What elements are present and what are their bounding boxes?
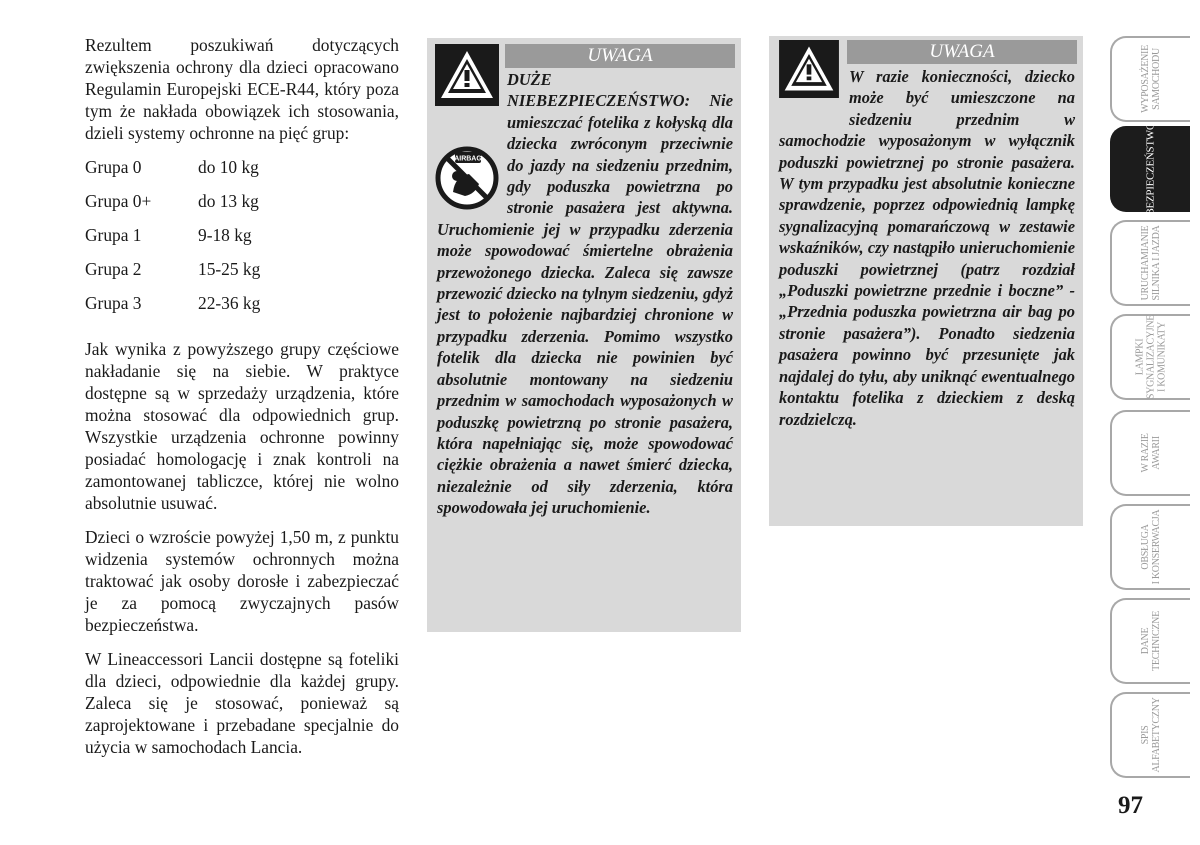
group-name: Grupa 3 — [85, 293, 142, 313]
tab-w-razie-awarii[interactable] — [1110, 410, 1190, 496]
warning-title: UWAGA — [505, 44, 735, 68]
warning-text: DUŻE NIEBEZPIECZEŃSTWO: Nie umieszczać fotelika z kołyską dla dziecka zwróconym przeciwnie do jazdy na siedzeniu przednim, gdy poduszka powietrzna po stronie pasażera jest aktywna. Uruchomienie jej w przypadku zderzenia może spowodować śmiertelne obrażenia przewożonego dziecka. Zaleca się zawsze przewozić dziecko na tylnym siedzeniu, gdyż jest to położenie najbardziej chronione w przypadku zderzenia. Pomimo wszystko fotelik dla dziecka nie powinien być absolutnie montowany na siedzeniu przednim w samochodach wyposażonych w poduszkę powietrzną po stronie pasażera, która napełniając się, może spowodować ciężkie obrażenia a nawet śmierć dziecka, niezależnie od siły zderzenia, która spowodowała jej uruchomienie. — [437, 70, 733, 518]
warning-text-container — [779, 66, 1075, 430]
tab-label: W RAZIE AWARII — [1140, 433, 1162, 473]
tab-label: BEZPIECZEŃSTWO — [1144, 122, 1157, 216]
tab-bezpieczenstwo[interactable] — [1110, 122, 1190, 216]
tab-dane-techniczne[interactable] — [1110, 598, 1190, 684]
tab-obsluga-i-konserwacja[interactable] — [1110, 504, 1190, 590]
tab-label: DANE TECHNICZNE — [1140, 611, 1162, 671]
group-name: Grupa 1 — [85, 225, 142, 245]
chapter-tab-bar — [1110, 36, 1200, 784]
group-weight: 15-25 kg — [198, 259, 261, 279]
warning-box-passenger-seat — [769, 36, 1083, 526]
warning-box-airbag — [427, 38, 741, 632]
adult-belts-paragraph: Dzieci o wzroście powyżej 1,50 m, z punktu widzenia systemów ochronnych można traktować jak osoby dorosłe i zabezpieczać je za pomocą zwyczajnych pasów bezpieczeństwa. — [85, 527, 399, 635]
group-weight: do 10 kg — [198, 157, 259, 177]
warning-text-container — [437, 69, 733, 519]
warning-text: W razie konieczności, dziecko może być umieszczone na siedzeniu przednim w samochodzie wyposażonym w wyłącznik poduszki powietrznej po stronie pasażera. W tym przypadku jest absolutnie konieczne sprawdzenie, poprzez odpowiednią lampkę sygnalizacyjną pomarańczową w zestawie wskaźników, czy nastąpiło unieruchomienie poduszki powietrznej (patrz rozdział „Poduszki powietrzne przednie i boczne” - „Przednia poduszka powietrzna air bag po stronie pasażera”). Ponadto siedzenia pasażera powinno być przesunięte jak najdalej do tyłu, aby uniknąć ewentualnego kontaktu fotelika z dzieckiem z deską rozdzielczą. — [779, 67, 1075, 429]
tab-spis-alfabetyczny[interactable] — [1110, 692, 1190, 778]
page-number: 97 — [1118, 792, 1143, 819]
group-row — [85, 258, 399, 292]
group-name: Grupa 0+ — [85, 191, 152, 211]
group-weight: do 13 kg — [198, 191, 259, 211]
lineaccessori-paragraph: W Lineaccessori Lancii dostępne są foteliki dla dzieci, odpowiednie dla każdej grupy. Zaleca się je stosować, ponieważ są zaprojektowane i przebadane specjalnie do użycia w samochodach Lancia. — [85, 649, 399, 757]
main-text-column — [85, 34, 399, 770]
tab-uruchamianie-silnika[interactable] — [1110, 220, 1190, 306]
group-row — [85, 292, 399, 326]
intro-paragraph: Rezultem poszukiwań dotyczących zwiększenia ochrony dla dzieci opracowano Regulamin Europejski ECE-R44, który poza tym że nakłada obowiązek ich stosowania, dzieli systemy ochronne na pięć grup: — [85, 35, 399, 143]
tab-lampki-sygnalizacyjne[interactable] — [1110, 314, 1190, 400]
tab-label: URUCHAMIANIE SILNIKA I JAZDA — [1140, 225, 1162, 301]
tab-label: LAMPKI SYGNALIZACYJNE I KOMUNIKATY — [1134, 314, 1168, 400]
tab-label: WYPOSAŻENIE SAMOCHODU — [1140, 45, 1162, 113]
group-name: Grupa 2 — [85, 259, 142, 279]
tab-label: OBSŁUGA I KONSERWACJA — [1140, 509, 1162, 585]
group-row — [85, 190, 399, 224]
tab-wyposazenie-samochodu[interactable] — [1110, 36, 1190, 122]
group-row — [85, 156, 399, 190]
groups-table — [85, 156, 399, 326]
group-weight: 22-36 kg — [198, 293, 261, 313]
airbag-label: AIRBAG — [454, 155, 482, 163]
group-weight: 9-18 kg — [198, 225, 252, 245]
group-row — [85, 224, 399, 258]
groups-overlap-paragraph: Jak wynika z powyższego grupy częściowe nakładanie się na siebie. W praktyce dostępne są w sprzedaży urządzenia, które można stosować dla odpowiednich grup. Wszystkie urządzenia ochronne powinny posiadać homologację i znak kontroli na zamontowanej tabliczce, której nie wolno absolutnie usuwać. — [85, 339, 399, 513]
tab-label: SPIS ALFABETYCZNY — [1140, 697, 1162, 773]
warning-title: UWAGA — [847, 40, 1077, 64]
group-name: Grupa 0 — [85, 157, 142, 177]
